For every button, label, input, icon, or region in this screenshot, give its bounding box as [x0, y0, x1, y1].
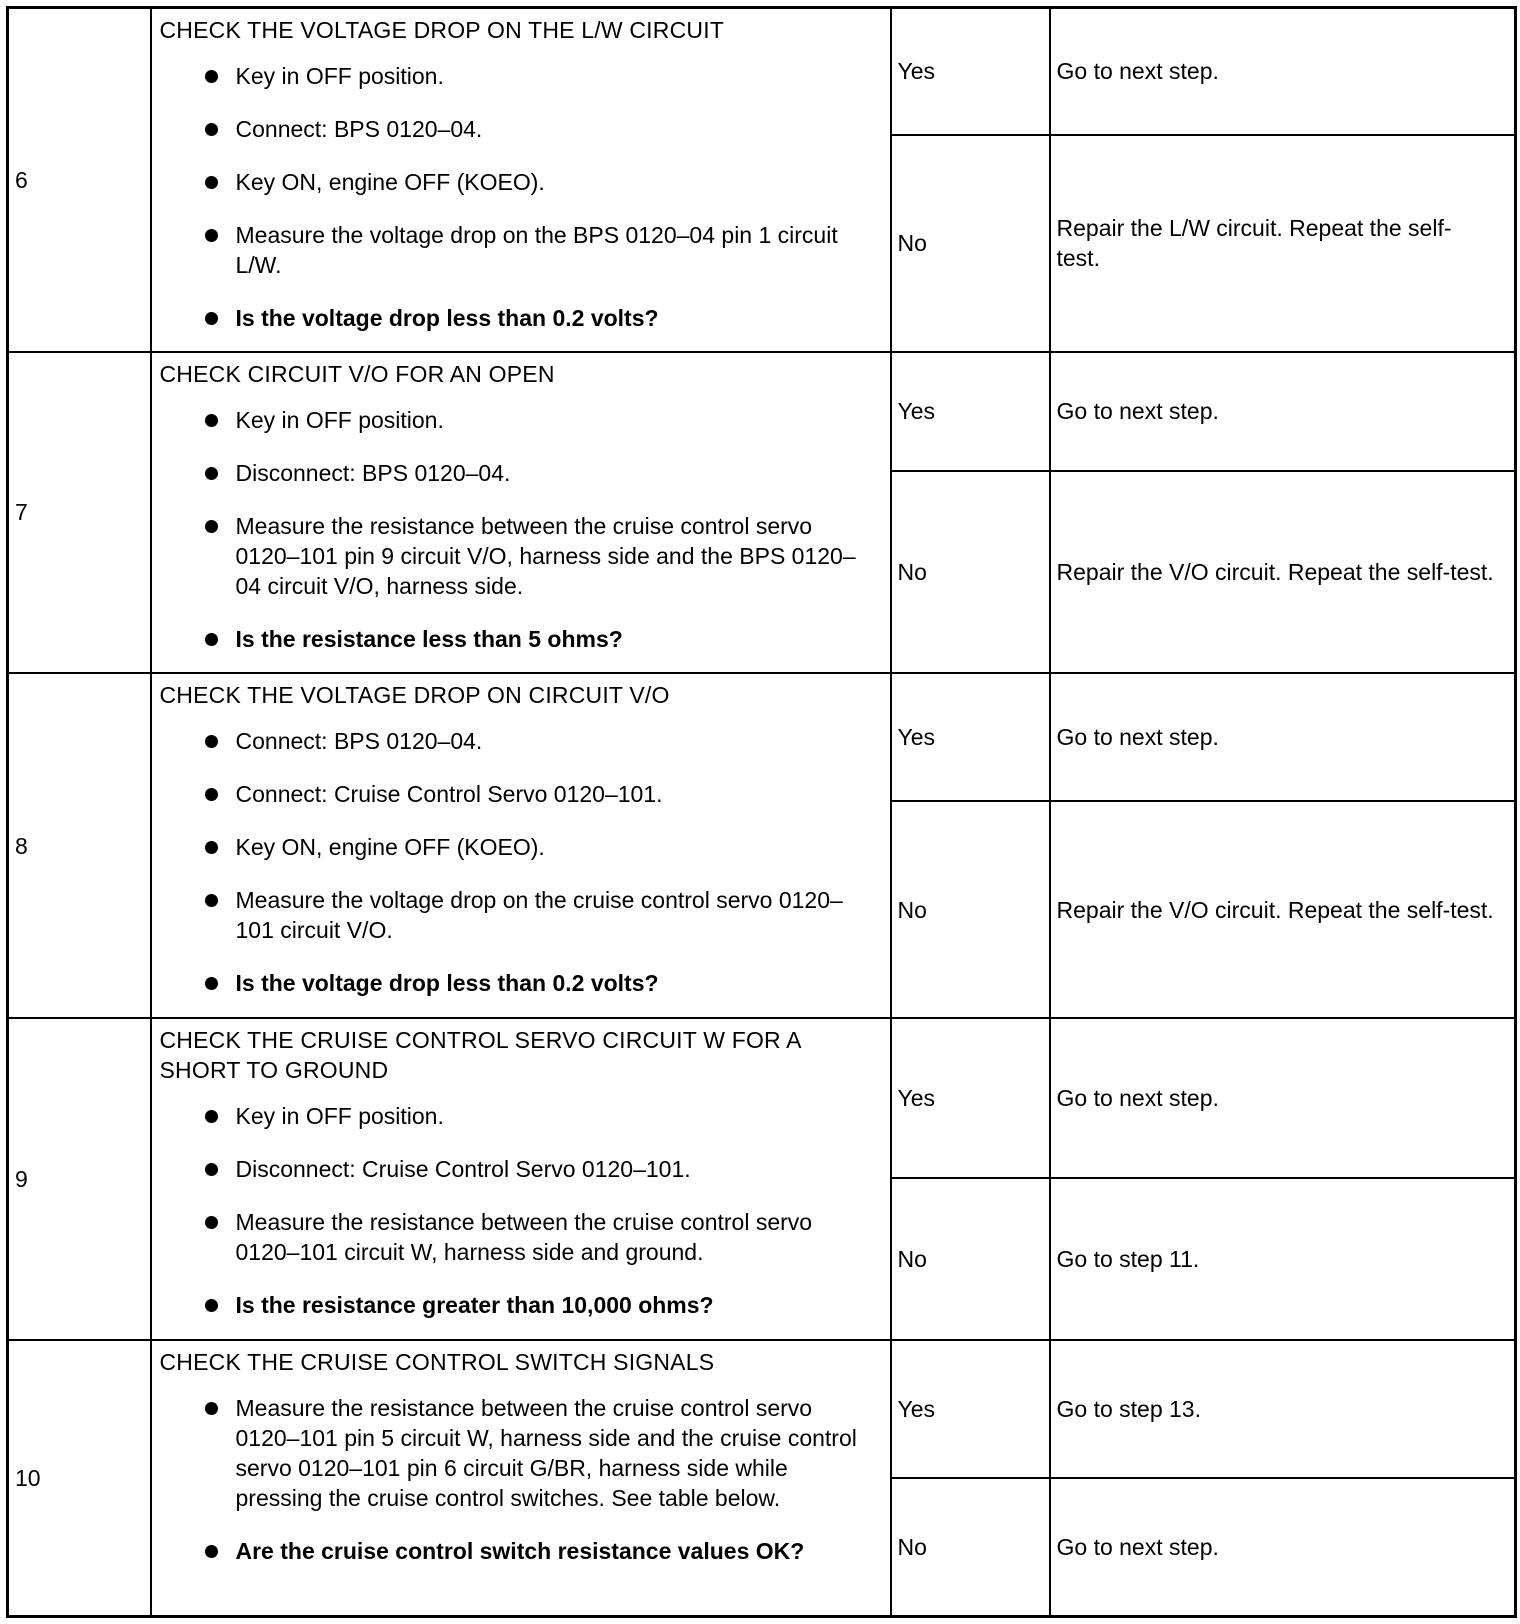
step-action-cell	[151, 1340, 891, 1616]
result-yes: Go to next step.	[1050, 673, 1516, 800]
step-title: CHECK THE CRUISE CONTROL SERVO CIRCUIT W FOR A SHORT TO GROUND	[159, 1027, 801, 1084]
result-no: Repair the V/O circuit. Repeat the self-test.	[1050, 471, 1516, 673]
step-bullet: Key ON, engine OFF (KOEO).	[160, 167, 882, 197]
result-no: Go to next step.	[1050, 1478, 1516, 1617]
step-title: CHECK THE CRUISE CONTROL SWITCH SIGNALS	[159, 1349, 715, 1376]
step-bullet-list	[160, 405, 882, 654]
step-number: 10	[8, 1340, 151, 1616]
step-row-yes	[8, 352, 1516, 471]
answer-yes: Yes	[891, 8, 1050, 135]
answer-no: No	[891, 1478, 1050, 1617]
step-bullet: Connect: BPS 0120–04.	[160, 726, 882, 756]
step-number: 7	[8, 352, 151, 674]
step-question: Is the resistance greater than 10,000 ohms?	[160, 1290, 882, 1320]
step-question: Is the voltage drop less than 0.2 volts?	[160, 303, 882, 333]
step-question: Is the resistance less than 5 ohms?	[160, 624, 882, 654]
step-bullet-list	[160, 61, 882, 333]
result-no: Repair the L/W circuit. Repeat the self-test.	[1050, 135, 1516, 352]
step-title: CHECK THE VOLTAGE DROP ON THE L/W CIRCUIT	[159, 17, 725, 43]
step-title: CHECK CIRCUIT V/O FOR AN OPEN	[159, 360, 555, 387]
step-bullet-list	[160, 726, 882, 998]
step-bullet: Measure the voltage drop on the cruise control servo 0120–101 circuit V/O.	[160, 885, 882, 945]
step-row-yes	[8, 8, 1516, 135]
result-no: Repair the V/O circuit. Repeat the self-test.	[1050, 801, 1516, 1019]
step-bullet: Key in OFF position.	[160, 61, 882, 91]
step-bullet: Key ON, engine OFF (KOEO).	[160, 832, 882, 862]
step-question: Are the cruise control switch resistance values OK?	[160, 1536, 882, 1566]
step-number: 8	[8, 673, 151, 1018]
step-bullet: Measure the resistance between the cruise control servo 0120–101 circuit W, harness side and ground.	[160, 1207, 882, 1267]
step-bullet-list	[160, 1101, 882, 1320]
answer-no: No	[891, 1178, 1050, 1340]
answer-yes: Yes	[891, 352, 1050, 471]
result-yes: Go to next step.	[1050, 1018, 1516, 1177]
step-number: 9	[8, 1018, 151, 1340]
step-title: CHECK THE VOLTAGE DROP ON CIRCUIT V/O	[159, 682, 670, 709]
step-row-yes	[8, 1018, 1516, 1177]
step-bullet: Measure the voltage drop on the BPS 0120–04 pin 1 circuit L/W.	[160, 220, 882, 280]
step-question: Is the voltage drop less than 0.2 volts?	[160, 968, 882, 998]
result-yes: Go to next step.	[1050, 352, 1516, 471]
result-yes: Go to step 13.	[1050, 1340, 1516, 1478]
step-bullet: Key in OFF position.	[160, 405, 882, 435]
step-bullet: Disconnect: BPS 0120–04.	[160, 458, 882, 488]
result-yes: Go to next step.	[1050, 8, 1516, 135]
step-bullet: Disconnect: Cruise Control Servo 0120–101.	[160, 1154, 882, 1184]
step-bullet: Key in OFF position.	[160, 1101, 882, 1131]
step-bullet: Measure the resistance between the cruise control servo 0120–101 pin 9 circuit V/O, harness side and the BPS 0120–04 circuit V/O, harness side.	[160, 511, 882, 601]
answer-no: No	[891, 135, 1050, 352]
answer-yes: Yes	[891, 1340, 1050, 1478]
step-bullet-list	[160, 1393, 882, 1566]
step-action-cell	[151, 673, 891, 1018]
step-action-cell	[151, 8, 891, 352]
answer-no: No	[891, 471, 1050, 673]
step-bullet: Connect: BPS 0120–04.	[160, 114, 882, 144]
step-action-cell	[151, 1018, 891, 1340]
answer-yes: Yes	[891, 1018, 1050, 1177]
answer-no: No	[891, 801, 1050, 1019]
answer-yes: Yes	[891, 673, 1050, 800]
result-no: Go to step 11.	[1050, 1178, 1516, 1340]
step-bullet: Measure the resistance between the cruise control servo 0120–101 pin 5 circuit W, harness side and the cruise control servo 0120–101 pin 6 circuit G/BR, harness side while pressing the cruise control switches. See table below.	[160, 1393, 882, 1513]
step-row-yes	[8, 673, 1516, 800]
step-action-cell	[151, 352, 891, 674]
diagnostic-steps-table	[6, 6, 1517, 1618]
step-row-yes	[8, 1340, 1516, 1478]
step-bullet: Connect: Cruise Control Servo 0120–101.	[160, 779, 882, 809]
step-number: 6	[8, 8, 151, 352]
